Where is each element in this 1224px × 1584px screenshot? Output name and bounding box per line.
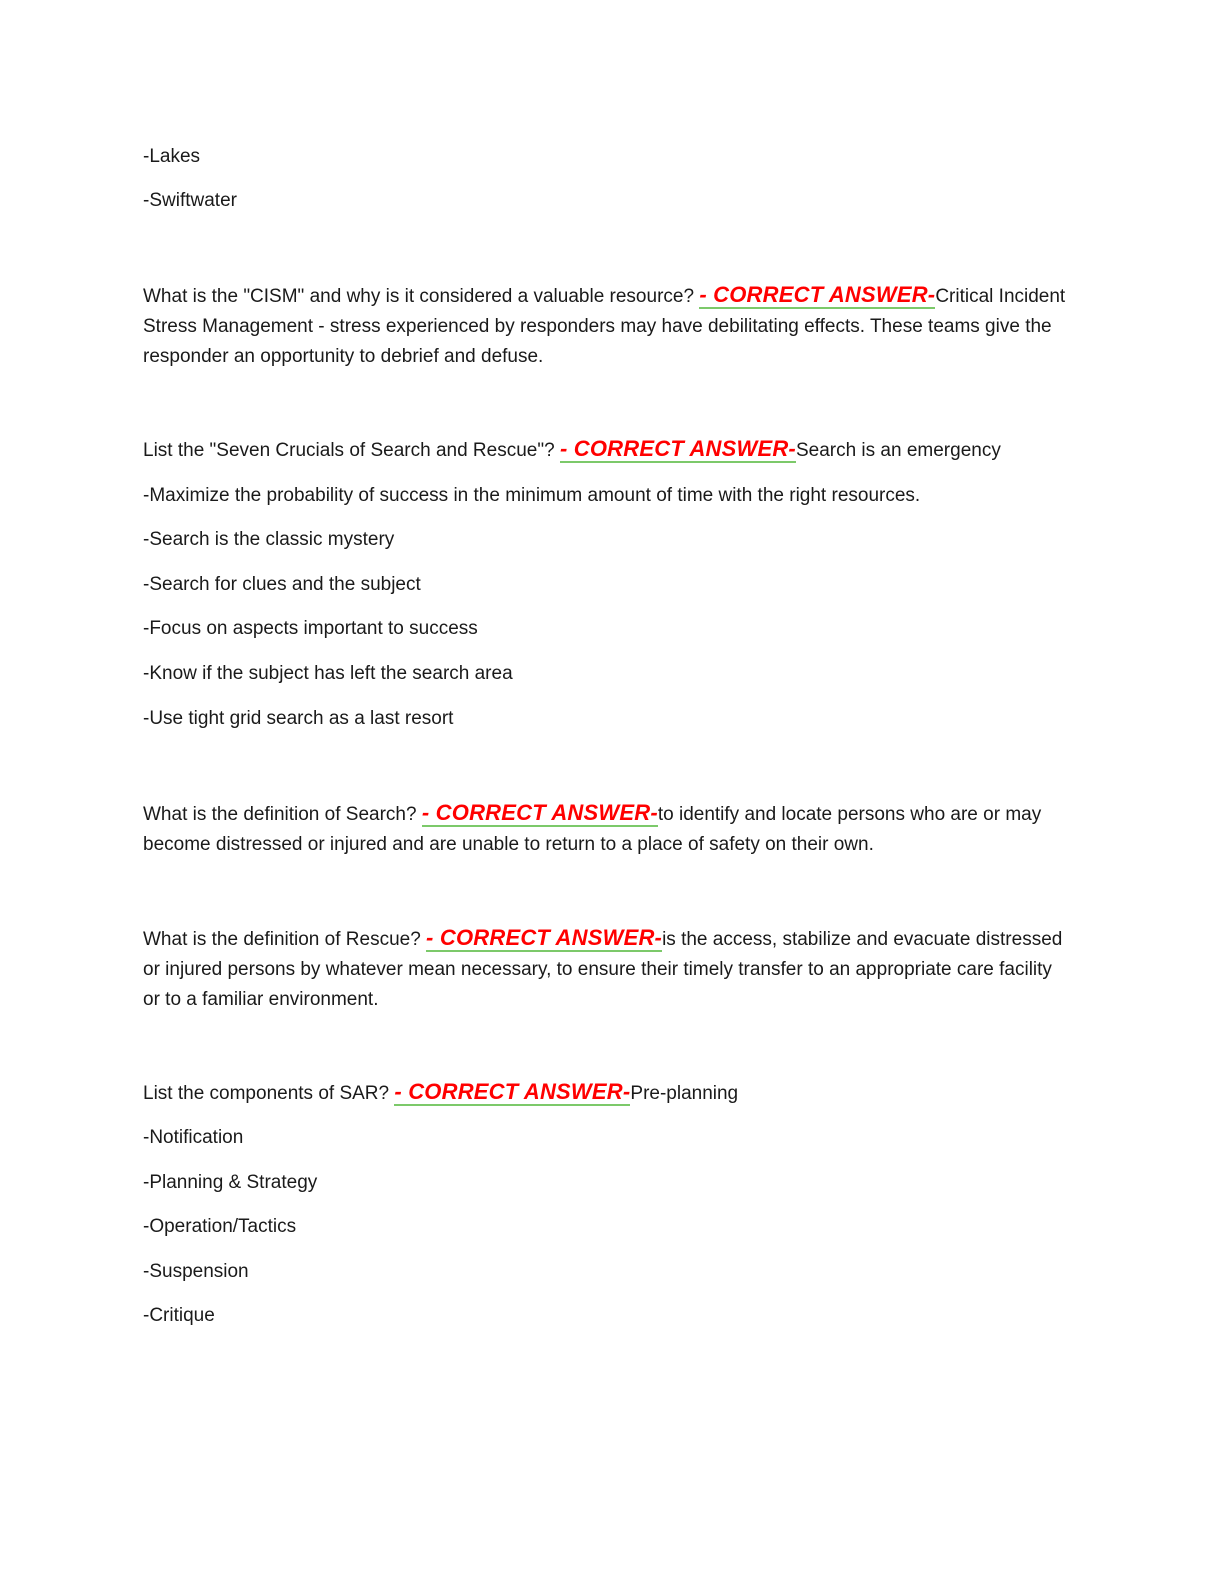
question-text: List the "Seven Crucials of Search and Rescue"? <box>143 440 555 461</box>
question-text: List the components of SAR? <box>143 1083 390 1104</box>
list-item: -Use tight grid search as a last resort <box>143 708 454 729</box>
answer-text: Critical Incident Stress Management - stress experienced by responders may have debilitating effects. These teams give the responder an opportunity to debrief and defuse. <box>143 286 1066 367</box>
correct-answer-marker: - CORRECT ANSWER- <box>426 925 663 950</box>
list-item: -Suspension <box>143 1261 249 1282</box>
list-item: -Know if the subject has left the search area <box>143 663 513 684</box>
qa-sar-components <box>143 1077 1073 1109</box>
correct-answer-marker: - CORRECT ANSWER- <box>421 800 658 825</box>
list-item: -Lakes <box>143 146 201 167</box>
answer-text: to identify and locate persons who are or may become distressed or injured and are unable to return to a place of safety on their own. <box>143 804 1042 855</box>
list-item: -Operation/Tactics <box>143 1216 297 1237</box>
correct-answer-marker: - CORRECT ANSWER- <box>394 1079 631 1104</box>
question-text: What is the "CISM" and why is it considered a valuable resource? <box>143 286 695 307</box>
qa-rescue-definition <box>143 923 1073 1015</box>
list-item: -Planning & Strategy <box>143 1172 318 1193</box>
qa-seven-crucials <box>143 434 1073 466</box>
answer-text: Search is an emergency <box>795 440 1001 461</box>
question-text: What is the definition of Search? <box>143 804 417 825</box>
list-item: -Critique <box>143 1305 215 1326</box>
qa-cism <box>143 280 1073 372</box>
list-item: -Swiftwater <box>143 190 237 211</box>
qa-search-definition <box>143 798 1073 860</box>
list-item: -Focus on aspects important to success <box>143 618 478 639</box>
answer-text: Pre-planning <box>630 1083 739 1104</box>
list-item: -Search for clues and the subject <box>143 574 421 595</box>
correct-answer-marker: - CORRECT ANSWER- <box>699 282 936 307</box>
correct-answer-marker: - CORRECT ANSWER- <box>559 436 796 461</box>
list-item: -Maximize the probability of success in the minimum amount of time with the right resources. <box>143 485 921 506</box>
list-item: -Search is the classic mystery <box>143 529 395 550</box>
list-item: -Notification <box>143 1127 244 1148</box>
question-text: What is the definition of Rescue? <box>143 929 421 950</box>
answer-text: is the access, stabilize and evacuate distressed or injured persons by whatever mean necessary, to ensure their timely transfer to an appropriate care facility or to a familiar environment. <box>143 929 1063 1010</box>
